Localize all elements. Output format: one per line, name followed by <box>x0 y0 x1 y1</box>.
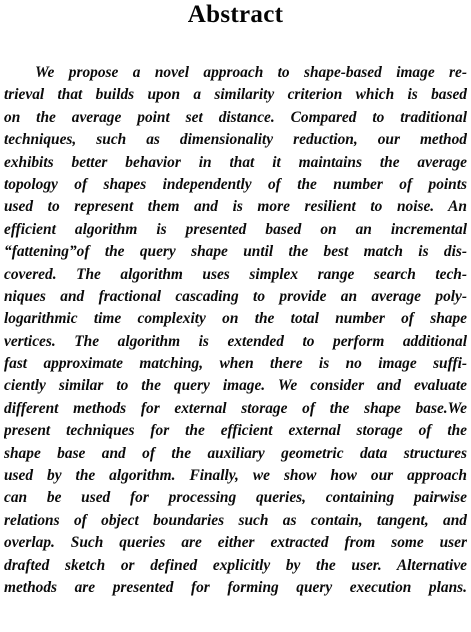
abstract-line: We propose a novel approach to shape-based image re- <box>35 64 467 81</box>
abstract-line: used by the algorithm. Finally, we show how our approach <box>4 467 467 485</box>
abstract-body <box>4 62 467 599</box>
abstract-line: present techniques for the efficient external storage of the <box>4 422 467 440</box>
abstract-line: drafted sketch or defined explicitly by the user. Alternative <box>4 556 467 574</box>
abstract-line: “fattening”of the query shape until the best match is dis- <box>4 243 467 261</box>
abstract-line: techniques, such as dimensionality reduction, our method <box>4 131 467 149</box>
abstract-line: covered. The algorithm uses simplex range search tech- <box>4 265 467 283</box>
abstract-line: logarithmic time complexity on the total number of shape <box>4 310 467 328</box>
abstract-line: trieval that builds upon a similarity criterion which is based <box>4 86 467 104</box>
abstract-line: ciently similar to the query image. We consider and evaluate <box>4 377 467 395</box>
abstract-line: shape base and of the auxiliary geometric data structures <box>4 444 467 462</box>
abstract-line: efficient algorithm is presented based on an incremental <box>4 220 467 238</box>
abstract-line: topology of shapes independently of the number of points <box>4 175 467 193</box>
abstract-line: overlap. Such queries are either extracted from some user <box>4 534 467 552</box>
abstract-line: can be used for processing queries, containing pairwise <box>4 489 467 507</box>
abstract-heading: Abstract <box>187 1 284 28</box>
abstract-line: fast approximate matching, when there is no image suffi- <box>4 355 467 373</box>
abstract-line: relations of object boundaries such as contain, tangent, and <box>4 511 467 529</box>
abstract-line: niques and fractional cascading to provide an average poly- <box>4 287 467 305</box>
abstract-line: exhibits better behavior in that it maintains the average <box>4 153 467 171</box>
abstract-line: on the average point set distance. Compared to traditional <box>4 108 467 126</box>
abstract-line: used to represent them and is more resilient to noise. An <box>4 198 467 216</box>
abstract-line: different methods for external storage of the shape base.We <box>4 399 467 417</box>
abstract-line: vertices. The algorithm is extended to perform additional <box>4 332 467 350</box>
abstract-line: methods are presented for forming query execution plans. <box>4 578 467 596</box>
